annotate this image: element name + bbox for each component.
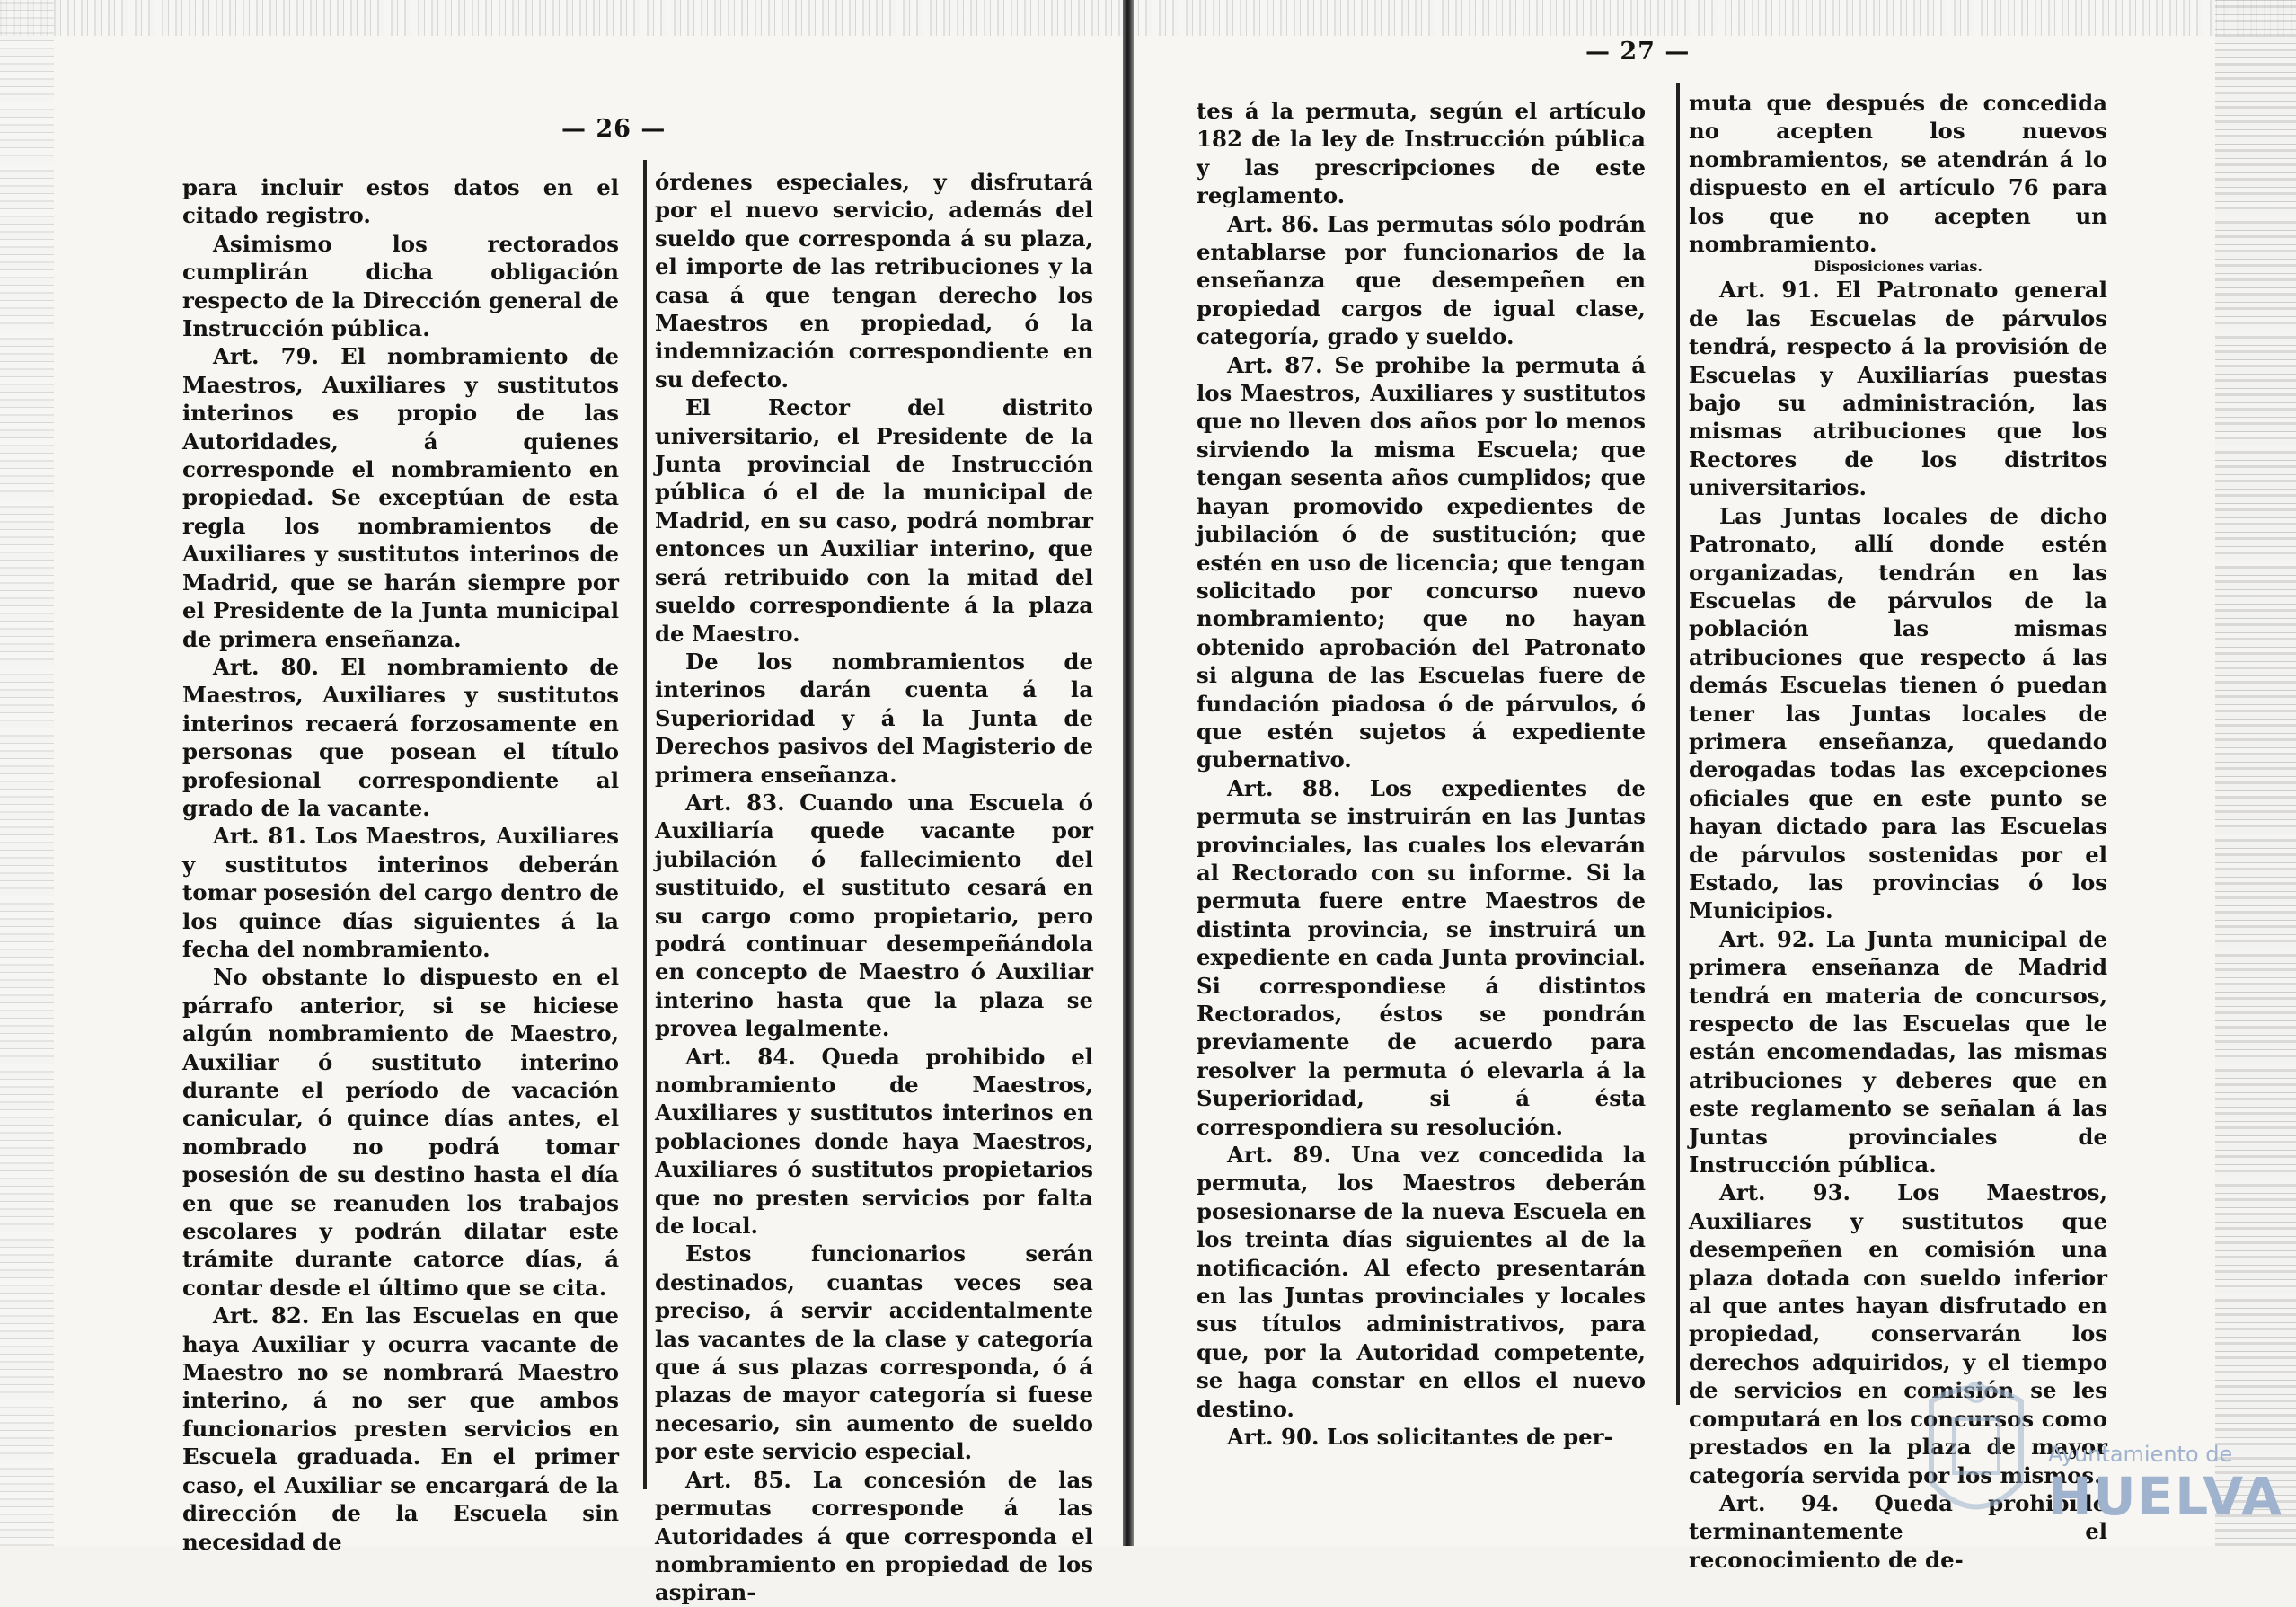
article-84: Art. 84. Queda prohibido el nombramiento de Maestros, Auxiliares y sustitutos interinos en poblaciones donde haya Maestros, Auxiliares ó sustitutos propietarios que no presten servicios por falta de local. xyxy=(655,1043,1093,1240)
paragraph: tes á la permuta, según el artículo 182 de la ley de Instrucción pública y las prescripciones de este reglamento. xyxy=(1197,98,1646,209)
article-94: Art. 94. Queda prohibido terminantemente el reconocimiento de de- xyxy=(1689,1489,2107,1573)
article-89: Art. 89. Una vez concedida la permuta, los Maestros deberán posesionarse de la nueva Escuela en los treinta días siguientes al de la notificación. Al efecto presentarán en las Juntas provinciales y locales sus títulos administrativos, para que, por la Autoridad competente, se haga constar en ellos el nuevo destino. xyxy=(1197,1142,1646,1422)
article-92: Art. 92. La Junta municipal de primera enseñanza de Madrid tendrá en materia de concursos, respecto de las Escuelas que le están encomendadas, las mismas atribuciones y deberes que en este reglamento se señalan á las Juntas provinciales de Instrucción pública. xyxy=(1689,925,2107,1179)
article-86: Art. 86. Las permutas sólo podrán entablarse por funcionarios de la enseñanza que desempeñen en propiedad cargos de igual clase, categoría, grado y sueldo. xyxy=(1197,210,1646,350)
paragraph: órdenes especiales, y disfrutará por el nuevo servicio, además del sueldo que corresponda á su plaza, el importe de las retribuciones y la casa á que tengan derecho los Maestros en propiedad, ó la indemnización correspondiente en su defecto. xyxy=(655,169,1093,393)
page-number-27: — 27 — xyxy=(1585,38,1691,66)
article-91: Art. 91. El Patronato general de las Escuelas de párvulos tendrá, respecto á la provisión de Escuelas y Auxiliarías puestas bajo su administración, las mismas atribuciones que los Rectores de los distritos universitarios. xyxy=(1689,277,2107,501)
column-4 xyxy=(1689,89,2107,1574)
article-88: Art. 88. Los expedientes de permuta se instruirán en las Juntas provinciales, las cuales los elevarán al Rectorado con su informe. Si la permuta fuere entre Maestros de distinta provincia, se instruirá un expediente en cada Junta provincial. Si correspondiese á distintos Rectorados, éstos se pondrán previamente de acuerdo para resolver la permuta ó elevarla á la Superioridad, si á ésta correspondiera su resolución. xyxy=(1197,774,1646,1140)
scan-noise-top xyxy=(0,0,2296,36)
watermark-line-1: Ayuntamiento de xyxy=(2048,1442,2233,1467)
scan-edge-left xyxy=(0,0,54,1546)
section-heading: Disposiciones varias. xyxy=(1814,258,1983,276)
watermark-line-2: HUELVA xyxy=(2048,1466,2284,1527)
paragraph: De los nombramientos de interinos darán cuenta á la Superioridad y á la Junta de Derechos pasivos del Magisterio de primera enseñanza. xyxy=(655,648,1093,788)
column-1 xyxy=(182,173,619,1556)
article-81: Art. 81. Los Maestros, Auxiliares y sustitutos interinos deberán tomar posesión del cargo dentro de los quince días siguientes á la fecha del nombramiento. xyxy=(182,823,619,962)
column-3 xyxy=(1197,97,1646,1452)
article-85: Art. 85. La concesión de las permutas corresponde á las Autoridades á que corresponda el nombramiento en propiedad de los aspiran- xyxy=(655,1466,1093,1606)
article-87: Art. 87. Se prohibe la permuta á los Maestros, Auxiliares y sustitutos que no lleven dos años por lo menos sirviendo la misma Escuela; que tengan sesenta años cumplidos; que hayan promovido expedientes de jubilación ó de sustitución; que estén en uso de licencia; que tengan solicitado por concurso nuevo nombramiento; que no hayan obtenido aprobación del Patronato si alguna de las Escuelas fuere de fundación piadosa ó de párvulos, ó que estén sujetos á expediente gubernativo. xyxy=(1197,351,1646,773)
paragraph: Asimismo los rectorados cumplirán dicha obligación respecto de la Dirección general de Instrucción pública. xyxy=(182,230,619,342)
paragraph: Estos funcionarios serán destinados, cuantas veces sea preciso, á servir accidentalmente las vacantes de la clase y categoría que á sus plazas corresponda, ó á plazas de mayor categoría si fuese necesario, sin aumento de sueldo por este servicio especial. xyxy=(655,1241,1093,1465)
column-rule xyxy=(1676,83,1680,1405)
column-2 xyxy=(655,168,1093,1607)
scan-edge-right xyxy=(2215,0,2296,1546)
article-90: Art. 90. Los solicitantes de per- xyxy=(1227,1424,1613,1451)
column-rule xyxy=(643,160,647,1489)
book-gutter xyxy=(1123,0,1134,1546)
article-79: Art. 79. El nombramiento de Maestros, Auxiliares y sustitutos interinos es propio de las Autoridades, á quienes corresponde el nombramiento en propiedad. Se exceptúan de esta regla los nombramientos de Auxiliares y sustitutos interinos de Madrid, que se harán siempre por el Presidente de la Junta municipal de primera enseñanza. xyxy=(182,343,619,652)
paragraph: El Rector del distrito universitario, el Presidente de la Junta provincial de Instrucción pública ó el de la municipal de Madrid, en su caso, podrá nombrar entonces un Auxiliar interino, que será retribuido con la mitad del sueldo correspondiente á la plaza de Maestro. xyxy=(655,394,1093,647)
article-82: Art. 82. En las Escuelas en que haya Auxiliar y ocurra vacante de Maestro no se nombrará Maestro interino, á no ser que ambos funcionarios presten servicios en Escuela graduada. En el primer caso, el Auxiliar se encargará de la dirección de la Escuela sin necesidad de xyxy=(182,1302,619,1555)
page-number-26: — 26 — xyxy=(561,115,667,143)
paragraph: muta que después de concedida no acepten los nuevos nombramientos, se atendrán á lo dispuesto en el artículo 76 para los que no acepten un nombramiento. xyxy=(1689,90,2107,258)
paragraph: para incluir estos datos en el citado registro. xyxy=(182,174,619,229)
article-83: Art. 83. Cuando una Escuela ó Auxiliaría quede vacante por jubilación ó fallecimiento del sustituido, el sustituto cesará en su cargo como propietario, pero podrá continuar desempeñándola en concepto de Maestro ó Auxiliar interino hasta que la plaza se provea legalmente. xyxy=(655,789,1093,1042)
article-80: Art. 80. El nombramiento de Maestros, Auxiliares y sustitutos interinos recaerá forzosamente en personas que posean el título profesional correspondiente al grado de la vacante. xyxy=(182,653,619,821)
paragraph: Las Juntas locales de dicho Patronato, allí donde estén organizadas, tendrán en las Escuelas de párvulos de la población las mismas atribuciones que respecto á las demás Escuelas tienen ó puedan tener las Juntas locales de primera enseñanza, quedando derogadas todas las excepciones oficiales que en este punto se hayan dictado para las Escuelas de párvulos sostenidas por el Estado, las provincias ó los Municipios. xyxy=(1689,502,2107,924)
article-93: Art. 93. Los Maestros, Auxiliares y sustitutos que desempeñen en comisión una plaza dotada con sueldo inferior al que antes hayan disfrutado en propiedad, conservarán los derechos adquiridos, y el tiempo de servicios en comisión se les computará en los concursos como prestados en la plaza de mayor categoría servida por los mismos. xyxy=(1689,1179,2107,1488)
paragraph: No obstante lo dispuesto en el párrafo anterior, si se hiciese algún nombramiento de Maestro, Auxiliar ó sustituto interino durante el período de vacación canicular, ó quince días antes, el nombrado no podrá tomar posesión de su destino hasta el día en que se reanuden los trabajos escolares y podrán dilatar este trámite durante catorce días, á contar desde el último que se cita. xyxy=(182,964,619,1301)
